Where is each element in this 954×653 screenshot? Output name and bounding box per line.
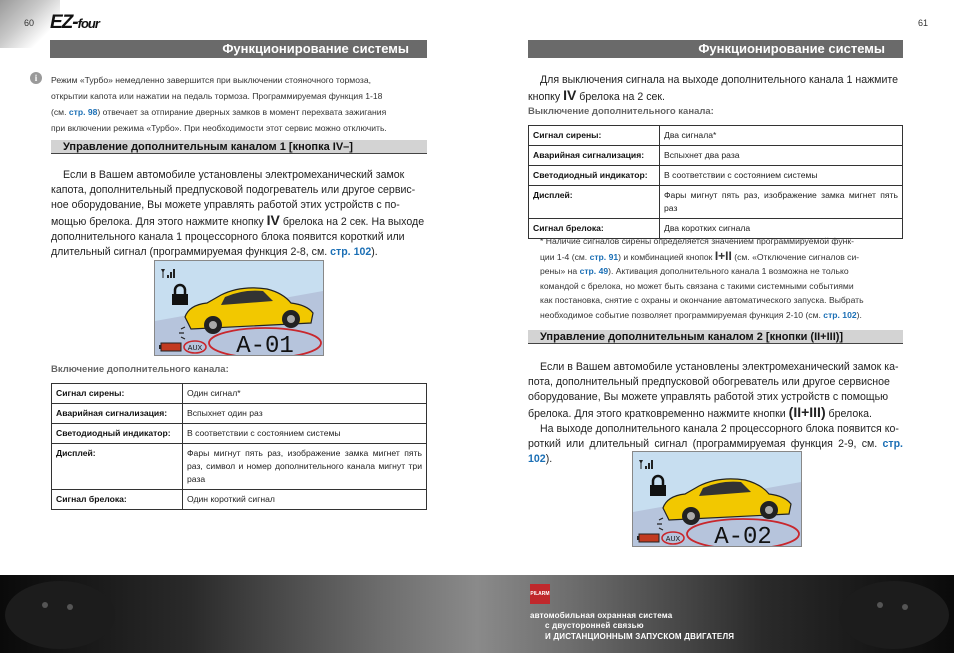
button-combo-label: (II+III) (788, 404, 826, 420)
brand-logo: EZ-four (50, 12, 99, 33)
enable-channel-table (51, 383, 427, 510)
footer-banner (0, 575, 954, 653)
page-link[interactable]: стр. 102 (330, 246, 372, 258)
lcd-code: A-01 (236, 333, 294, 355)
turbo-note: Режим «Турбо» немедленно завершится при выключении стояночного тормоза, открытии капота или нажатии на педаль тормоза. Программируемая функция 1-18 (см. стр. 98) отвечает за отпирание дверных замков в момент перехвата зажигания при включении режима «Турбо». При необходимости этот сервис можно отключить. (51, 75, 387, 133)
disable-intro: Для выключения сигнала на выходе дополнительного канала 1 нажмите кнопку IV брелока на 2 сек. (528, 74, 899, 103)
table-row: Аварийная сигнализация: Вспыхнет один раз (52, 404, 427, 424)
footer-line-1: автомобильная охранная система (530, 611, 673, 620)
table-row: Светодиодный индикатор: В соответствии с состоянием системы (529, 166, 903, 186)
pilarm-logo: PILARM (530, 584, 550, 604)
signal-icon (161, 269, 175, 278)
leopard-decoration (0, 575, 954, 653)
button-combo-label: I+II (714, 248, 732, 263)
footer-line-3: И ДИСТАНЦИОННЫМ ЗАПУСКОМ ДВИГАТЕЛЯ (545, 632, 735, 641)
subheader-channel-1: Управление дополнительным каналом 1 [кнопка IV–] (51, 140, 427, 154)
battery-icon (159, 343, 181, 351)
page-link[interactable]: стр. 91 (589, 251, 619, 262)
lcd-code: A-02 (714, 524, 772, 546)
footer-line-2: с двусторонней связью (545, 621, 644, 630)
lock-icon (650, 476, 666, 496)
page-number-left: 60 (24, 18, 35, 28)
page-number-right: 61 (918, 18, 929, 28)
table-row: Сигнал сирены: Два сигнала* (529, 126, 903, 146)
button-iv-label: IV (266, 212, 280, 228)
lcd-display-channel-2 (632, 451, 802, 547)
lcd-display-channel-1 (154, 260, 324, 356)
section-header-right: Функционирование системы (528, 40, 903, 58)
signal-icon (639, 460, 653, 469)
table-row: Сигнал брелока: Один короткий сигнал (52, 490, 427, 510)
subheader-channel-2: Управление дополнительным каналом 2 [кнопки (II+III)] (528, 330, 903, 344)
table-row: Сигнал сирены: Один сигнал* (52, 384, 427, 404)
button-iv-label: IV (563, 87, 577, 103)
aux-label: AUX (665, 536, 681, 543)
table-row: Светодиодный индикатор: В соответствии с состоянием системы (52, 424, 427, 444)
channel-1-paragraph: Если в Вашем автомобиле установлены электромеханический замок капота, дополнительный предпусковой подогреватель или другое сервис- ное оборудование, Вы можете управлять работой этих устройств с по- мощью брелока. Для этого нажмите кнопку IV брелока на 2 сек. На выходе дополнительного канала 1 процессорного блока появится короткий или длительный сигнал (программируемая функция 2-8, см. стр. 102). (51, 169, 425, 258)
aux-label: AUX (187, 345, 203, 352)
page-link[interactable]: стр. 102 (823, 309, 857, 320)
lock-icon (172, 285, 188, 305)
section-header-left: Функционирование системы (50, 40, 427, 58)
page-link[interactable]: стр. 98 (68, 107, 98, 117)
siren-footnote: * Наличие сигналов сирены определяется значением программируемой функ- ции 1-4 (см. стр. 91) и комбинацией кнопок I+II (см. «Отключение сигналов си- рены» на стр. 49). Активация дополнительного канала 1 возможна не только командой с брелока, но может быть связана с такими системными событиями как постановка, снятие с охраны и окончание автоматического запуска. Выбрать необходимое событие позволяет программируемая функция 2-10 (см. стр. 102). (540, 236, 864, 320)
table-row: Дисплей: Фары мигнут пять раз, изображение замка мигнет пять раз, символ и номер дополнительного канала мигнут три раза (52, 444, 427, 490)
channel-2-paragraph: Если в Вашем автомобиле установлены электромеханический замок ка- пота, дополнительный предпусковой обогреватель или другое сервисное оборудование, Вы можете управлять работой этих устройств с помощью брелока. Для этого кратковременно нажмите кнопки (II+III) брелока. На выходе дополнительного канала 2 процессорного блока появится ко- роткий или длительный сигнал (программируемая функция 2-9, см. стр. 102). (528, 361, 903, 465)
table-row: Сигнал брелока: Два коротких сигнала (529, 219, 903, 239)
page-link[interactable]: стр. 49 (579, 266, 609, 277)
battery-icon (637, 534, 659, 542)
table-row: Аварийная сигнализация: Вспыхнет два раза (529, 146, 903, 166)
table-caption-right: Выключение дополнительного канала: (528, 106, 714, 117)
table-caption-left: Включение дополнительного канала: (51, 364, 229, 375)
page-link[interactable]: стр. 102 (528, 438, 903, 465)
info-icon: i (30, 72, 42, 84)
disable-channel-table (528, 125, 903, 239)
table-row: Дисплей: Фары мигнут пять раз, изображение замка мигнет пять раз (529, 186, 903, 219)
